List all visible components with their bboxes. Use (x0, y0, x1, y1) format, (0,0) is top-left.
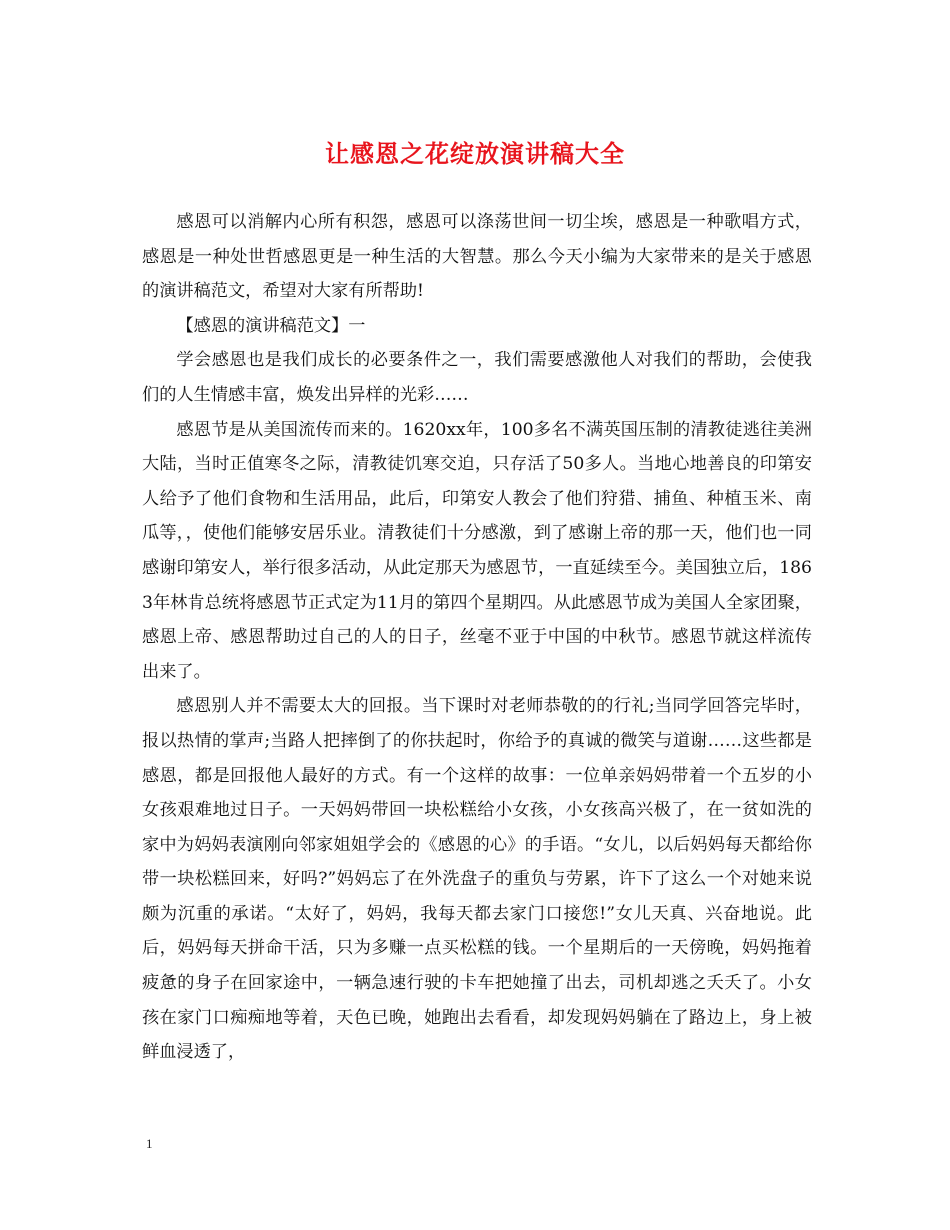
section-heading: 【感恩的演讲稿范文】一 (176, 315, 366, 336)
paragraph-intro: 感恩可以消解内心所有积怨，感恩可以涤荡世间一切尘埃，感恩是一种歌唱方式，感恩是一种处世哲感恩更是一种生活的大智慧。那么今天小编为大家带来的是关于感恩的演讲稿范文，希望对大家有所帮助! (142, 212, 812, 302)
document-title: 让感恩之花绽放演讲稿大全 (325, 139, 625, 168)
page-number: 1 (146, 1136, 153, 1151)
paragraph: 感恩别人并不需要太大的回报。当下课时对老师恭敬的的行礼;当同学回答完毕时，报以热情的掌声;当路人把摔倒了的你扶起时，你给予的真诚的微笑与道谢……这些都是感恩，都是回报他人最好的方式。有一个这样的故事：一位单亲妈妈带着一个五岁的小女孩艰难地过日子。一天妈妈带回一块松糕给小女孩，小女孩高兴极了，在一贫如洗的家中为妈妈表演刚向邻家姐姐学会的《感恩的心》的手语。“女儿，以后妈妈每天都给你带一块松糕回来，好吗?”妈妈忘了在外洗盘子的重负与劳累，许下了这么一个对她来说颇为沉重的承诺。“太好了，妈妈，我每天都去家门口接您!”女儿天真、兴奋地说。此后，妈妈每天拼命干活，只为多赚一点买松糕的钱。一个星期后的一天傍晚，妈妈拖着疲惫的身子在回家途中，一辆急速行驶的卡车把她撞了出去，司机却逃之夭夭了。小女孩在家门口痴痴地等着，天色已晚，她跑出去看看，却发现妈妈躺在了路边上，身上被鲜血浸透了， (142, 696, 812, 1063)
document-body (142, 205, 812, 1070)
paragraph: 感恩节是从美国流传而来的。1620xx年，100多名不满英国压制的清教徒逃往美洲大陆，当时正值寒冬之际，清教徒饥寒交迫，只存活了50多人。当地心地善良的印第安人给予了他们食物和生活用品，此后，印第安人教会了他们狩猎、捕鱼、种植玉米、南瓜等，，使他们能够安居乐业。清教徒们十分感激，到了感谢上帝的那一天，他们也一同感谢印第安人，举行很多活动，从此定那天为感恩节，一直延续至今。美国独立后，1863年林肯总统将感恩节正式定为11月的第四个星期四。从此感恩节成为美国人全家团聚，感恩上帝、感恩帮助过自己的人的日子，丝毫不亚于中国的中秋节。感恩节就这样流传出来了。 (142, 419, 812, 682)
paragraph: 学会感恩也是我们成长的必要条件之一，我们需要感激他人对我们的帮助，会使我们的人生情感丰富，焕发出异样的光彩…… (142, 350, 812, 405)
